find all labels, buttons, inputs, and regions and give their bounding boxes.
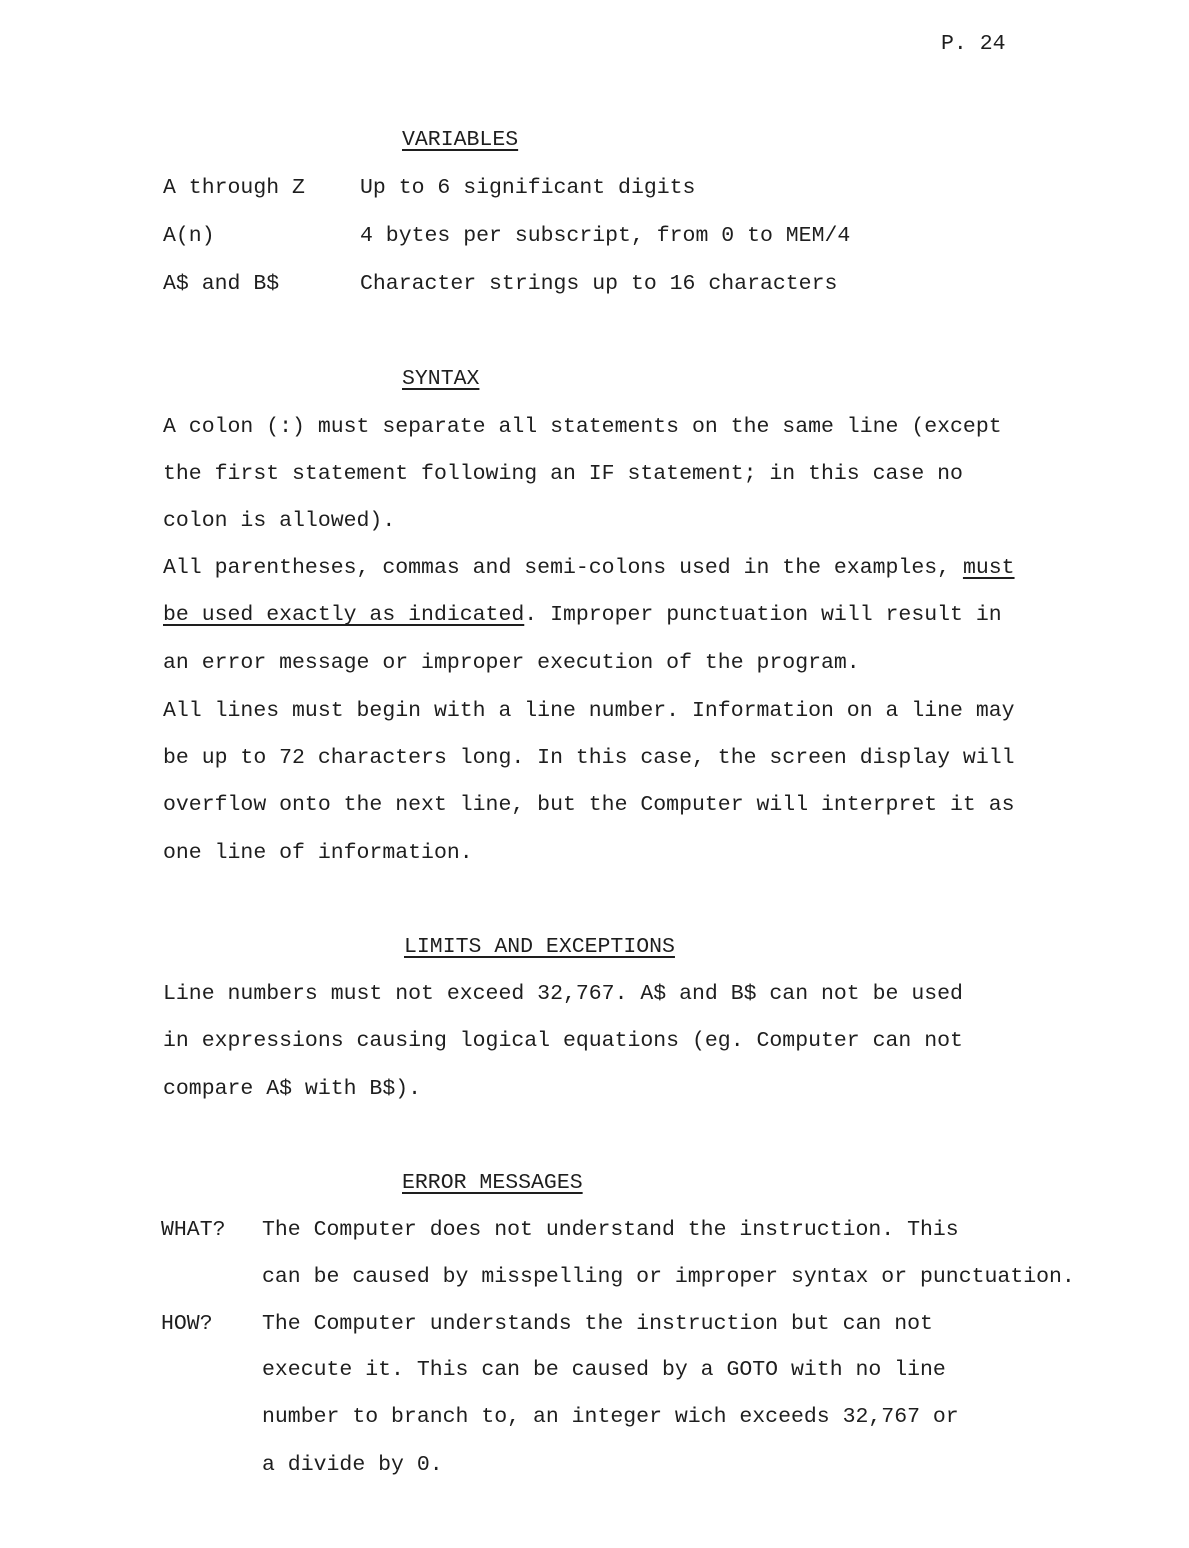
emphasis-text: must — [962, 556, 1015, 580]
syntax-text: . Improper punctuation will result in — [524, 603, 1002, 627]
limits-line: Line numbers must not exceed 32,767. A$ and B$ can not be used — [163, 982, 963, 1006]
error-description-line: The Computer understands the instruction but can not — [262, 1312, 933, 1336]
syntax-line: be up to 72 characters long. In this case, the screen display will — [163, 746, 1015, 770]
page-number: P. 24 — [941, 32, 1006, 56]
syntax-line — [163, 601, 1002, 629]
error-description-line: number to branch to, an integer wich exceeds 32,767 or — [262, 1405, 959, 1429]
limits-line: compare A$ with B$). — [163, 1077, 422, 1101]
variable-term: A(n) — [163, 224, 215, 248]
syntax-text: All parentheses, commas and semi-colons used in the examples, — [163, 556, 963, 580]
error-description-line: can be caused by misspelling or improper syntax or punctuation. — [262, 1265, 1075, 1289]
syntax-line: colon is allowed). — [163, 509, 396, 533]
variable-term: A$ and B$ — [163, 272, 280, 296]
syntax-line — [163, 554, 1015, 582]
limits-line: in expressions causing logical equations (eg. Computer can not — [163, 1029, 963, 1053]
syntax-line: the first statement following an IF statement; in this case no — [163, 462, 963, 486]
variable-desc: Character strings up to 16 characters — [360, 272, 838, 296]
error-code: WHAT? — [161, 1218, 226, 1242]
error-description-line: The Computer does not understand the instruction. This — [262, 1218, 959, 1242]
syntax-line: All lines must begin with a line number. Information on a line may — [163, 699, 1015, 723]
syntax-line: A colon (:) must separate all statements on the same line (except — [163, 415, 1002, 439]
variable-desc: 4 bytes per subscript, from 0 to MEM/4 — [360, 224, 851, 248]
error-description-line: a divide by 0. — [262, 1453, 443, 1477]
syntax-line: an error message or improper execution of the program. — [163, 651, 860, 675]
emphasis-text: be used exactly as indicated — [163, 603, 525, 627]
syntax-line: overflow onto the next line, but the Computer will interpret it as — [163, 793, 1015, 817]
error-description-line: execute it. This can be caused by a GOTO with no line — [262, 1358, 946, 1382]
error-code: HOW? — [161, 1312, 213, 1336]
limits-heading: LIMITS AND EXCEPTIONS — [404, 935, 675, 959]
variable-desc: Up to 6 significant digits — [360, 176, 696, 200]
syntax-heading: SYNTAX — [402, 367, 480, 391]
variable-term: A through Z — [163, 176, 305, 200]
variables-heading: VARIABLES — [402, 128, 519, 152]
error-messages-heading: ERROR MESSAGES — [402, 1171, 583, 1195]
syntax-line: one line of information. — [163, 841, 473, 865]
